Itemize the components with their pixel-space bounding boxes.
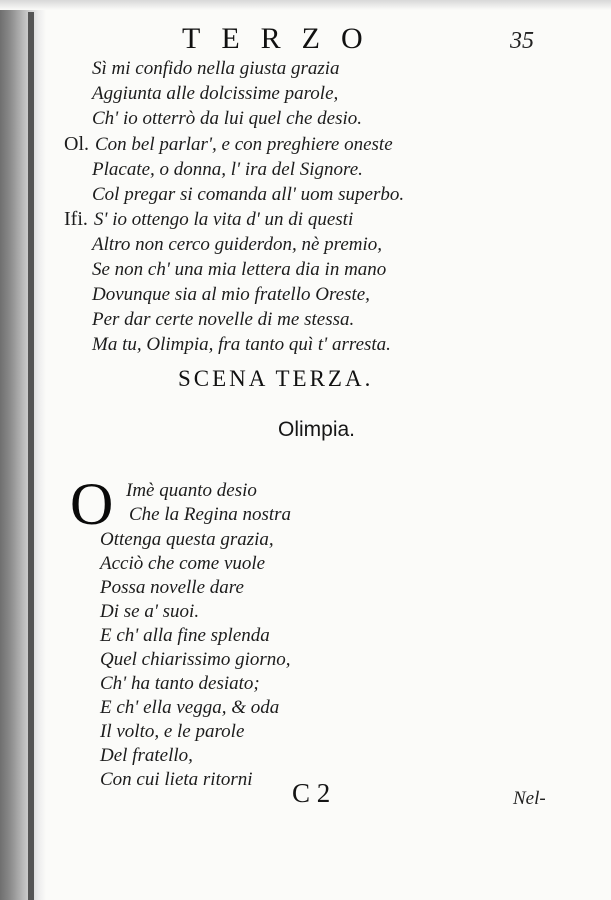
verse-text: Sì mi confido nella giusta grazia xyxy=(92,58,340,79)
verse-text: S' io ottengo la vita d' un di questi xyxy=(93,209,354,230)
page-number: 35 xyxy=(510,28,534,54)
page-header xyxy=(0,22,611,62)
verse-line xyxy=(86,107,362,130)
verse-line: Acciò che come vuole xyxy=(100,553,266,574)
page-gutter-shadow xyxy=(0,0,46,900)
verse-text: Con bel parlar', e con preghiere oneste xyxy=(95,134,393,155)
verse-line: Possa novelle dare xyxy=(100,577,244,598)
verse-line: Del fratello, xyxy=(100,745,193,766)
signature-mark: C 2 xyxy=(292,778,331,808)
drop-cap: O xyxy=(70,471,114,537)
verse-text: Dovunque sia al mio fratello Oreste, xyxy=(92,284,370,305)
verse-line xyxy=(86,308,354,331)
verse-line xyxy=(64,133,393,156)
verse-line: Con cui lieta ritorni xyxy=(100,769,253,790)
verse-line xyxy=(86,258,386,281)
catchword: Nel- xyxy=(513,788,546,809)
verse-line: Ch' ha tanto desiato; xyxy=(100,673,260,694)
verse-text: Placate, o donna, l' ira del Signore. xyxy=(92,159,363,180)
verse-line: Quel chiarissimo giorno, xyxy=(100,649,291,670)
verse-line: E ch' ella vegga, & oda xyxy=(100,697,280,718)
verse-text: Aggiunta alle dolcissime parole, xyxy=(92,83,339,104)
verse-text: Col pregar si comanda all' uom superbo. xyxy=(92,184,405,205)
verse-line xyxy=(86,57,340,80)
verse-line: Imè quanto desio xyxy=(126,480,257,501)
verse-line: Il volto, e le parole xyxy=(100,721,245,742)
verse-line: Che la Regina nostra xyxy=(129,504,292,525)
verse-line: Ottenga questa grazia, xyxy=(100,529,274,550)
verse-line xyxy=(86,233,382,256)
verse-line xyxy=(86,82,338,105)
binding-edge xyxy=(28,12,34,900)
speaker-label: Ifi. xyxy=(64,208,88,230)
running-head: TERZO xyxy=(182,22,384,55)
verse-text: Se non ch' una mia lettera dia in mano xyxy=(92,259,387,280)
verse-line xyxy=(86,333,391,356)
verse-text: Ch' io otterrò da lui quel che desio. xyxy=(92,108,363,129)
character-name: Olimpia. xyxy=(278,418,356,441)
verse-line xyxy=(64,208,353,231)
verse-text: Per dar certe novelle di me stessa. xyxy=(92,309,355,330)
verse-text: Altro non cerco guiderdon, nè premio, xyxy=(92,234,383,255)
verse-line: E ch' alla fine splenda xyxy=(100,625,270,646)
verse-line: Di se a' suoi. xyxy=(100,601,200,622)
verse-text: Ma tu, Olimpia, fra tanto quì t' arresta. xyxy=(92,334,391,355)
verse-line xyxy=(86,183,404,206)
page-top-edge xyxy=(0,0,611,10)
verse-line xyxy=(86,283,370,306)
speaker-label: Ol. xyxy=(64,133,89,155)
scene-heading: SCENA TERZA. xyxy=(178,366,374,391)
verse-line xyxy=(86,158,363,181)
